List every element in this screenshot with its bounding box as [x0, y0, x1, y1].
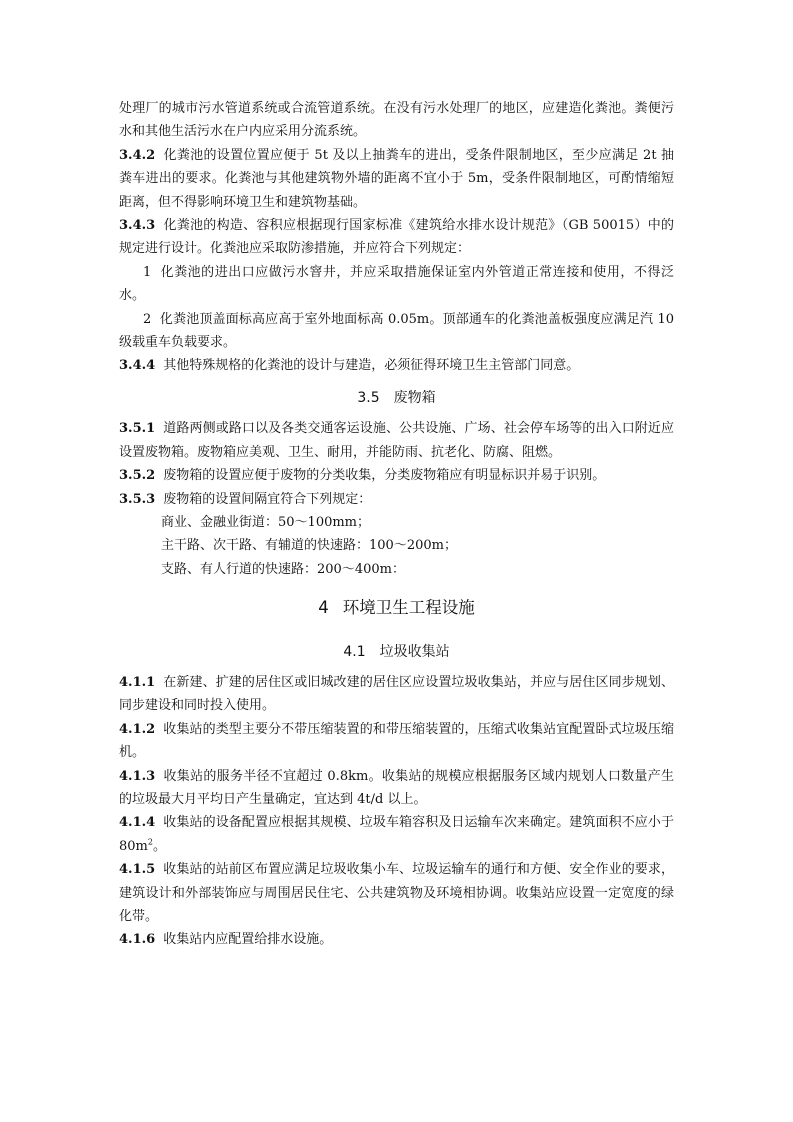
- clause-number: 4.1.5: [119, 862, 156, 878]
- clause-4-1-3: [119, 765, 674, 812]
- clause-text: 在新建、扩建的居住区或旧城改建的居住区应设置垃圾收集站，并应与居住区同步规划、同步建设和同时投入使用。: [119, 674, 674, 714]
- clause-text: 收集站的类型主要分不带压缩装置的和带压缩装置的，压缩式收集站宜配置卧式垃圾压缩机。: [119, 721, 674, 761]
- clause-3-4-4: [119, 354, 674, 377]
- clause-number: 3.4.2: [119, 147, 156, 163]
- clause-number: 3.5.2: [119, 468, 156, 484]
- clause-text: 化粪池的设置位置应便于 5t 及以上抽粪车的进出，受条件限制地区，至少应满足 2t 抽粪车进出的要求。化粪池与其他建筑物外墙的距离不宜小于 5m，受条件限制地区，可酌情缩短距离，但不得影响环境卫生和建筑物基础。: [119, 147, 674, 210]
- superscript: 2: [147, 837, 153, 847]
- clause-number: 4.1.3: [119, 768, 156, 784]
- clause-4-1-1: [119, 671, 674, 718]
- clause-number: 4.1.6: [119, 932, 156, 948]
- section-number: 3.5: [357, 389, 380, 406]
- spacing-standard-item: 商业、金融业街道：50～100mm；: [161, 514, 371, 530]
- section-number: 4.1: [343, 643, 366, 660]
- clause-number: 3.5.3: [119, 491, 156, 507]
- clause-text: 废物箱的设置间隔宜符合下列规定：: [163, 491, 372, 507]
- clause-text: 收集站的设备配置应根据其规模、垃圾车箱容积及日运输车次来确定。建筑面积不应小于 80m: [119, 815, 674, 854]
- clause-4-1-5: [119, 858, 674, 928]
- clause-text: 废物箱的设置应便于废物的分类收集，分类废物箱应有明显标识并易于识别。: [163, 468, 606, 484]
- chapter-title: 环境卫生工程设施: [342, 598, 475, 618]
- clause-4-1-6: [119, 928, 674, 951]
- clause-text: 收集站的服务半径不宜超过 0.8km。收集站的规模应根据服务区域内规划人口数量产生的垃圾最大月平均日产生量确定，宜达到 4t/d 以上。: [119, 768, 674, 807]
- clause-3-4-3: [119, 214, 674, 261]
- clause-text: 道路两侧或路口以及各类交通客运设施、公共设施、广场、社会停车场等的出入口附近应设置废物箱。废物箱应美观、卫生、耐用，并能防雨、抗老化、防腐、阻燃。: [119, 421, 674, 460]
- clause-number: 4.1.2: [119, 721, 156, 737]
- clause-number: 3.5.1: [119, 421, 156, 437]
- clause-4-1-2: [119, 718, 674, 765]
- clause-text-tail: 。: [152, 838, 166, 854]
- spacing-standard-item: 支路、有人行道的快速路：200～400m：: [161, 561, 405, 577]
- list-item-number: 1: [143, 264, 152, 280]
- clause-3-5-2: [119, 464, 674, 487]
- list-item-number: 2: [143, 311, 152, 327]
- clause-3-5-3: [119, 488, 674, 511]
- clause-text: 化粪池的构造、容积应根据现行国家标准《建筑给水排水设计规范》（GB 50015）中的规定进行设计。化粪池应采取防渗措施，并应符合下列规定：: [119, 218, 674, 257]
- clause-text: 其他特殊规格的化粪池的设计与建造，必须征得环境卫生主管部门同意。: [163, 358, 580, 374]
- section-title: 废物箱: [393, 389, 436, 406]
- clause-number: 4.1.4: [119, 815, 156, 831]
- clause-number: 3.4.3: [119, 218, 156, 234]
- list-item-2: [119, 308, 674, 355]
- section-heading-4-1: [119, 641, 674, 664]
- clause-3-4-2: [119, 144, 674, 214]
- clause-number: 4.1.1: [119, 674, 156, 690]
- clause-number: 3.4.4: [119, 358, 156, 374]
- clause-3-5-1: [119, 417, 674, 464]
- chapter-heading-4: [119, 596, 674, 619]
- spacing-standard-item: 主干路、次干路、有辅道的快速路：100～200m；: [161, 538, 457, 554]
- chapter-number: 4: [318, 598, 329, 618]
- clause-text: 收集站内应配置给排水设施。: [163, 932, 333, 948]
- clause-text: 收集站的站前区布置应满足垃圾收集小车、垃圾运输车的通行和方便、安全作业的要求，建筑设计和外部装饰应与周围居民住宅、公共建筑物及环境相协调。收集站应设置一定宽度的绿化带。: [119, 862, 674, 924]
- intro-paragraph: 处理厂的城市污水管道系统或合流管道系统。在没有污水处理厂的地区，应建造化粪池。粪便污水和其他生活污水在户内应采用分流系统。: [119, 101, 674, 140]
- list-item-text: 化粪池的进出口应做污水窨井，并应采取措施保证室内外管道正常连接和使用，不得泛水。: [119, 264, 674, 304]
- section-title: 垃圾收集站: [379, 643, 450, 660]
- list-item-1: [119, 261, 674, 308]
- section-heading-3-5: [119, 387, 674, 410]
- clause-4-1-4: [119, 811, 674, 858]
- list-item-text: 化粪池顶盖面标高应高于室外地面标高 0.05m。顶部通车的化粪池盖板强度应满足汽 10 级载重车负载要求。: [119, 311, 674, 351]
